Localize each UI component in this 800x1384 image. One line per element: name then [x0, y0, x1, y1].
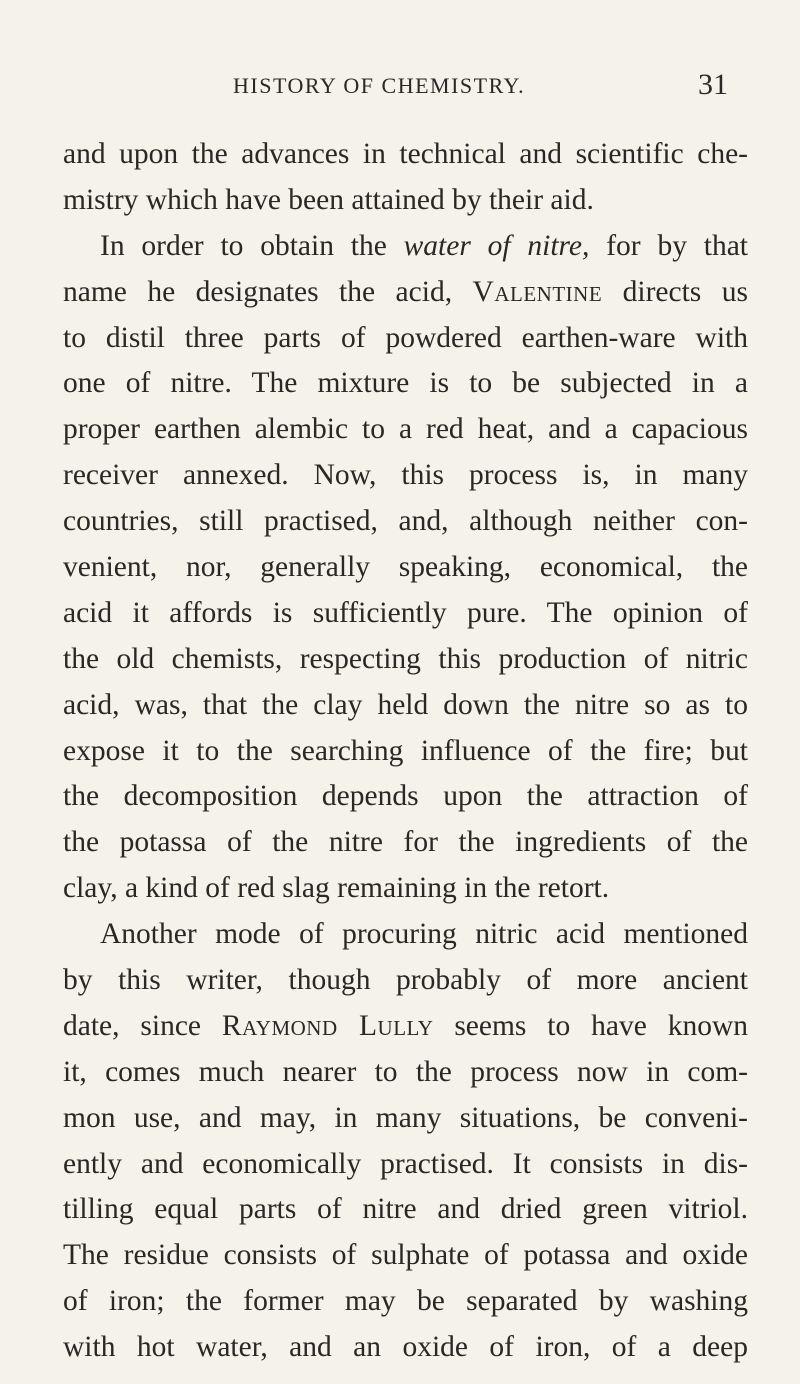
line-segment: for by that [589, 229, 748, 262]
page-number: 31 [698, 68, 728, 101]
italic-phrase: water of nitre, [403, 229, 590, 262]
text-line: expose it to the searching influence of the fire; but [63, 734, 748, 767]
text-line: Another mode of procuring nitric acid mentioned [100, 918, 748, 951]
text-line: ently and economically practised. It consists in dis- [63, 1147, 748, 1180]
text-line [63, 224, 748, 270]
text-line: the potassa of the nitre for the ingredients of the [63, 826, 748, 859]
line-segment: In order to obtain the [100, 229, 404, 262]
running-head [0, 70, 800, 102]
body-text [63, 132, 748, 1371]
text-line: acid, was, that the clay held down the nitre so as to [63, 688, 748, 721]
text-line: venient, nor, generally speaking, economical, the [63, 551, 748, 584]
text-line: the old chemists, respecting this production of nitric [63, 642, 748, 675]
line-segment: seems to have known [433, 1009, 749, 1042]
line-segment: directs us [602, 275, 748, 308]
running-title: HISTORY OF CHEMISTRY. [233, 73, 526, 98]
text-line [63, 270, 748, 316]
text-line [63, 1004, 748, 1050]
text-line: mon use, and may, in many situations, be conveni- [63, 1101, 748, 1134]
text-line: it, comes much nearer to the process now in com- [63, 1055, 748, 1088]
text-line: The residue consists of sulphate of potassa and oxide [63, 1239, 748, 1272]
text-line: receiver annexed. Now, this process is, in many [63, 459, 748, 492]
text-line: clay, a kind of red slag remaining in the retort. [63, 872, 610, 905]
text-line: by this writer, though probably of more ancient [63, 964, 748, 997]
text-line: one of nitre. The mixture is to be subjected in a [63, 367, 748, 400]
text-line: acid it affords is sufficiently pure. The opinion of [63, 596, 748, 629]
text-line: and upon the advances in technical and scientific che- [63, 138, 748, 170]
line-segment: name he designates the acid, [63, 275, 473, 308]
text-line: countries, still practised, and, although neither con- [63, 505, 748, 538]
text-line: with hot water, and an oxide of iron, of a deep [63, 1331, 748, 1364]
author-name: Raymond Lully [221, 1009, 434, 1042]
text-line: the decomposition depends upon the attraction of [63, 780, 748, 813]
text-line: to distil three parts of powdered earthen-ware with [63, 321, 748, 354]
line-segment: date, since [63, 1009, 222, 1042]
author-name: Valentine [472, 275, 603, 308]
text-line: of iron; the former may be separated by washing [63, 1285, 748, 1318]
text-line: proper earthen alembic to a red heat, and a capacious [63, 413, 748, 446]
text-line: tilling equal parts of nitre and dried green vitriol. [63, 1193, 748, 1226]
text-line: mistry which have been attained by their aid. [63, 183, 594, 216]
